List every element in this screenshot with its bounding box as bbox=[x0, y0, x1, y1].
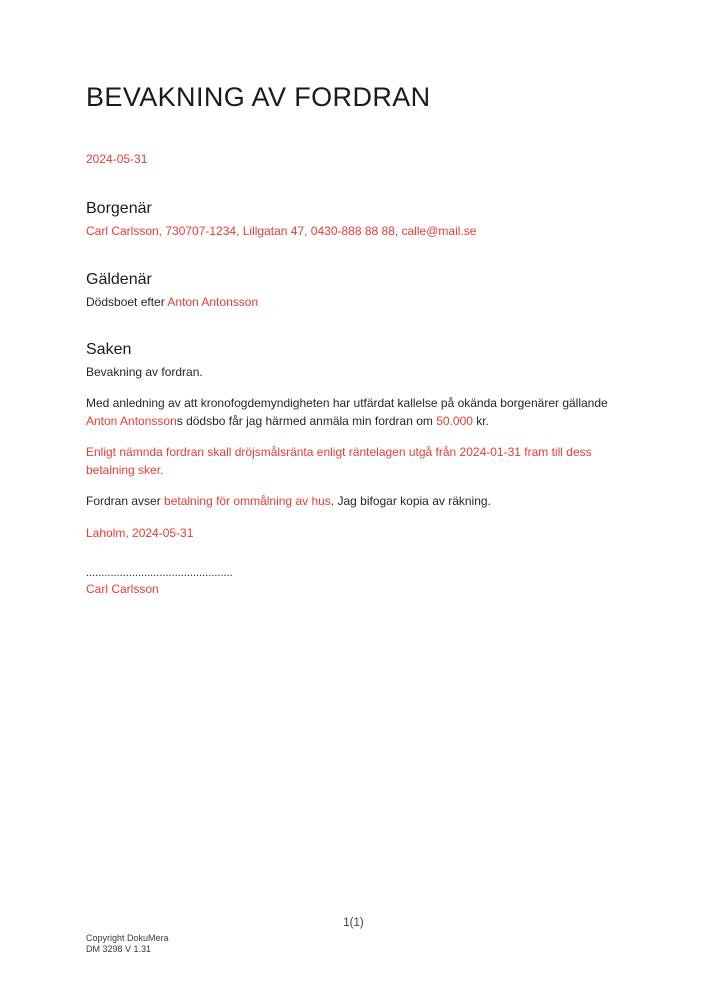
signature-line: ................................................ bbox=[86, 567, 233, 580]
claim-basis-paragraph bbox=[86, 493, 621, 511]
claim-amount: 50.000 bbox=[436, 413, 473, 428]
claim-text-1: Med anledning av att kronofogdemyndigheten har utfärdat kallelse på okända borgenärer gällande bbox=[86, 396, 608, 411]
galdenar-prefix: Dödsboet efter bbox=[86, 295, 168, 310]
document-title: BEVAKNING AV FORDRAN bbox=[86, 82, 431, 112]
borgenar-heading: Borgenär bbox=[86, 199, 152, 217]
section-borgenar bbox=[86, 199, 621, 241]
section-galdenar bbox=[86, 270, 621, 312]
page-number: 1(1) bbox=[343, 917, 364, 929]
basis-text-2: . Jag bifogar kopia av räkning. bbox=[330, 494, 491, 509]
signature-block bbox=[86, 568, 621, 599]
signature-name: Carl Carlsson bbox=[86, 582, 159, 597]
copyright-line1: Copyright DokuMera bbox=[86, 933, 169, 943]
claim-text-2: s dödsbo får jag härmed anmäla min fordran om bbox=[176, 413, 437, 428]
galdenar-heading: Gäldenär bbox=[86, 271, 152, 289]
place-date-line: Laholm, 2024-05-31 bbox=[86, 525, 194, 540]
galdenar-debtor-name: Anton Antonsson bbox=[167, 295, 259, 310]
claim-basis: betalning för ommålning av hus bbox=[164, 494, 331, 509]
document-date: 2024-05-31 bbox=[86, 152, 148, 167]
section-saken bbox=[86, 340, 621, 543]
claim-debtor-name: Anton Antonsson bbox=[86, 413, 177, 428]
saken-subject: Bevakning av fordran. bbox=[86, 364, 203, 379]
interest-paragraph: Enligt nämnda fordran skall dröjsmålsränta enligt räntelagen utgå från 2024-01-31 fram till dess betalning sker. bbox=[86, 445, 592, 477]
saken-heading: Saken bbox=[86, 340, 132, 358]
basis-text-1: Fordran avser bbox=[86, 494, 165, 509]
borgenar-details: Carl Carlsson, 730707-1234, Lillgatan 47, 0430-888 88 88, calle@mail.se bbox=[86, 223, 477, 238]
claim-paragraph bbox=[86, 395, 621, 430]
copyright bbox=[86, 933, 169, 955]
claim-text-3: kr. bbox=[472, 413, 489, 428]
galdenar-details bbox=[86, 294, 621, 312]
copyright-line2: DM 3298 V 1.31 bbox=[86, 944, 152, 954]
